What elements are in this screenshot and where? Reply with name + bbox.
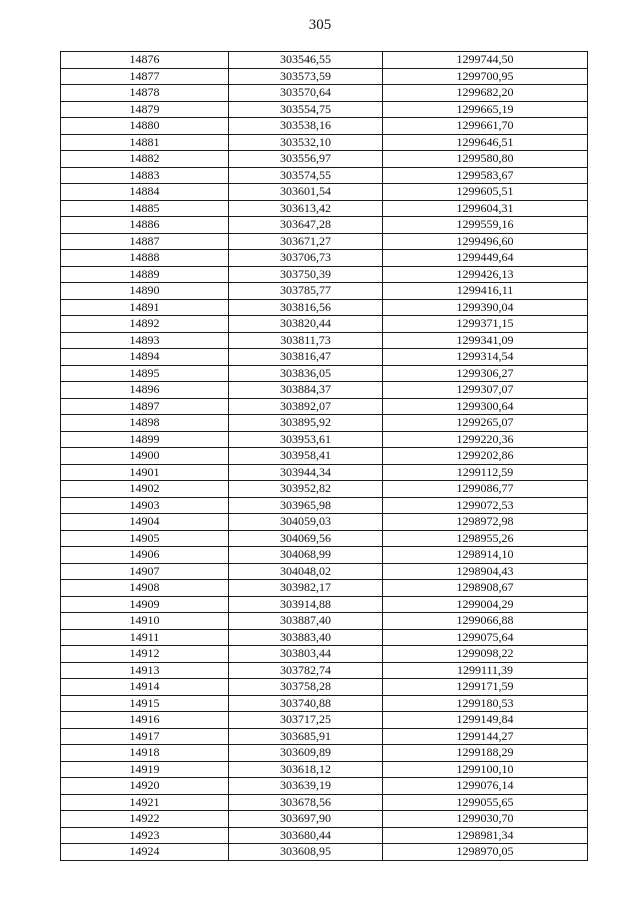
table-row bbox=[61, 398, 588, 415]
table-row bbox=[61, 464, 588, 481]
x-coordinate-cell: 303706,73 bbox=[229, 250, 383, 267]
y-coordinate-cell: 1299449,64 bbox=[383, 250, 588, 267]
point-number-cell: 14911 bbox=[61, 629, 229, 646]
y-coordinate-cell: 1298970,05 bbox=[383, 844, 588, 861]
x-coordinate-cell: 303608,95 bbox=[229, 844, 383, 861]
x-coordinate-cell: 303836,05 bbox=[229, 365, 383, 382]
x-coordinate-cell: 303532,10 bbox=[229, 134, 383, 151]
y-coordinate-cell: 1299076,14 bbox=[383, 778, 588, 795]
y-coordinate-cell: 1299314,54 bbox=[383, 349, 588, 366]
table-row bbox=[61, 646, 588, 663]
point-number-cell: 14897 bbox=[61, 398, 229, 415]
x-coordinate-cell: 303965,98 bbox=[229, 497, 383, 514]
x-coordinate-cell: 303782,74 bbox=[229, 662, 383, 679]
table-row bbox=[61, 563, 588, 580]
y-coordinate-cell: 1299086,77 bbox=[383, 481, 588, 498]
x-coordinate-cell: 303952,82 bbox=[229, 481, 383, 498]
table-row bbox=[61, 547, 588, 564]
table-row bbox=[61, 85, 588, 102]
x-coordinate-cell: 303785,77 bbox=[229, 283, 383, 300]
table-row bbox=[61, 761, 588, 778]
point-number-cell: 14888 bbox=[61, 250, 229, 267]
y-coordinate-cell: 1299371,15 bbox=[383, 316, 588, 333]
x-coordinate-cell: 303601,54 bbox=[229, 184, 383, 201]
point-number-cell: 14908 bbox=[61, 580, 229, 597]
x-coordinate-cell: 303811,73 bbox=[229, 332, 383, 349]
point-number-cell: 14918 bbox=[61, 745, 229, 762]
x-coordinate-cell: 303883,40 bbox=[229, 629, 383, 646]
y-coordinate-cell: 1299559,16 bbox=[383, 217, 588, 234]
x-coordinate-cell: 303613,42 bbox=[229, 200, 383, 217]
point-number-cell: 14906 bbox=[61, 547, 229, 564]
table-row bbox=[61, 134, 588, 151]
y-coordinate-cell: 1299583,67 bbox=[383, 167, 588, 184]
x-coordinate-cell: 303895,92 bbox=[229, 415, 383, 432]
point-number-cell: 14896 bbox=[61, 382, 229, 399]
point-number-cell: 14879 bbox=[61, 101, 229, 118]
table-row bbox=[61, 679, 588, 696]
coordinates-table-body bbox=[61, 52, 588, 861]
y-coordinate-cell: 1299306,27 bbox=[383, 365, 588, 382]
point-number-cell: 14904 bbox=[61, 514, 229, 531]
table-row bbox=[61, 794, 588, 811]
x-coordinate-cell: 303573,59 bbox=[229, 68, 383, 85]
point-number-cell: 14891 bbox=[61, 299, 229, 316]
table-row bbox=[61, 497, 588, 514]
y-coordinate-cell: 1298904,43 bbox=[383, 563, 588, 580]
y-coordinate-cell: 1299004,29 bbox=[383, 596, 588, 613]
y-coordinate-cell: 1298972,98 bbox=[383, 514, 588, 531]
table-row bbox=[61, 101, 588, 118]
y-coordinate-cell: 1299112,59 bbox=[383, 464, 588, 481]
table-row bbox=[61, 778, 588, 795]
table-row bbox=[61, 52, 588, 69]
table-row bbox=[61, 530, 588, 547]
x-coordinate-cell: 303816,47 bbox=[229, 349, 383, 366]
y-coordinate-cell: 1299390,04 bbox=[383, 299, 588, 316]
x-coordinate-cell: 303758,28 bbox=[229, 679, 383, 696]
table-row bbox=[61, 811, 588, 828]
y-coordinate-cell: 1299744,50 bbox=[383, 52, 588, 69]
point-number-cell: 14923 bbox=[61, 827, 229, 844]
x-coordinate-cell: 304048,02 bbox=[229, 563, 383, 580]
y-coordinate-cell: 1299030,70 bbox=[383, 811, 588, 828]
point-number-cell: 14912 bbox=[61, 646, 229, 663]
y-coordinate-cell: 1299426,13 bbox=[383, 266, 588, 283]
table-row bbox=[61, 365, 588, 382]
y-coordinate-cell: 1298955,26 bbox=[383, 530, 588, 547]
y-coordinate-cell: 1299100,10 bbox=[383, 761, 588, 778]
y-coordinate-cell: 1299646,51 bbox=[383, 134, 588, 151]
table-row bbox=[61, 266, 588, 283]
table-row bbox=[61, 431, 588, 448]
y-coordinate-cell: 1299055,65 bbox=[383, 794, 588, 811]
point-number-cell: 14899 bbox=[61, 431, 229, 448]
table-row bbox=[61, 349, 588, 366]
x-coordinate-cell: 303892,07 bbox=[229, 398, 383, 415]
y-coordinate-cell: 1299416,11 bbox=[383, 283, 588, 300]
point-number-cell: 14910 bbox=[61, 613, 229, 630]
x-coordinate-cell: 303685,91 bbox=[229, 728, 383, 745]
point-number-cell: 14883 bbox=[61, 167, 229, 184]
point-number-cell: 14919 bbox=[61, 761, 229, 778]
table-row bbox=[61, 596, 588, 613]
y-coordinate-cell: 1299075,64 bbox=[383, 629, 588, 646]
y-coordinate-cell: 1299202,86 bbox=[383, 448, 588, 465]
table-row bbox=[61, 200, 588, 217]
y-coordinate-cell: 1299171,59 bbox=[383, 679, 588, 696]
x-coordinate-cell: 303538,16 bbox=[229, 118, 383, 135]
x-coordinate-cell: 303914,88 bbox=[229, 596, 383, 613]
x-coordinate-cell: 303546,55 bbox=[229, 52, 383, 69]
point-number-cell: 14882 bbox=[61, 151, 229, 168]
y-coordinate-cell: 1299341,09 bbox=[383, 332, 588, 349]
point-number-cell: 14877 bbox=[61, 68, 229, 85]
point-number-cell: 14921 bbox=[61, 794, 229, 811]
y-coordinate-cell: 1299111,39 bbox=[383, 662, 588, 679]
y-coordinate-cell: 1299072,53 bbox=[383, 497, 588, 514]
point-number-cell: 14898 bbox=[61, 415, 229, 432]
y-coordinate-cell: 1299665,19 bbox=[383, 101, 588, 118]
table-row bbox=[61, 382, 588, 399]
y-coordinate-cell: 1298908,67 bbox=[383, 580, 588, 597]
y-coordinate-cell: 1299300,64 bbox=[383, 398, 588, 415]
y-coordinate-cell: 1299661,70 bbox=[383, 118, 588, 135]
x-coordinate-cell: 304069,56 bbox=[229, 530, 383, 547]
x-coordinate-cell: 303750,39 bbox=[229, 266, 383, 283]
x-coordinate-cell: 303639,19 bbox=[229, 778, 383, 795]
y-coordinate-cell: 1299149,84 bbox=[383, 712, 588, 729]
point-number-cell: 14876 bbox=[61, 52, 229, 69]
point-number-cell: 14889 bbox=[61, 266, 229, 283]
x-coordinate-cell: 303803,44 bbox=[229, 646, 383, 663]
table-row bbox=[61, 448, 588, 465]
table-row bbox=[61, 629, 588, 646]
table-row bbox=[61, 233, 588, 250]
point-number-cell: 14916 bbox=[61, 712, 229, 729]
point-number-cell: 14893 bbox=[61, 332, 229, 349]
y-coordinate-cell: 1299265,07 bbox=[383, 415, 588, 432]
x-coordinate-cell: 303953,61 bbox=[229, 431, 383, 448]
table-row bbox=[61, 844, 588, 861]
table-row bbox=[61, 613, 588, 630]
point-number-cell: 14880 bbox=[61, 118, 229, 135]
point-number-cell: 14884 bbox=[61, 184, 229, 201]
x-coordinate-cell: 303554,75 bbox=[229, 101, 383, 118]
x-coordinate-cell: 303618,12 bbox=[229, 761, 383, 778]
y-coordinate-cell: 1299066,88 bbox=[383, 613, 588, 630]
point-number-cell: 14907 bbox=[61, 563, 229, 580]
x-coordinate-cell: 303570,64 bbox=[229, 85, 383, 102]
point-number-cell: 14885 bbox=[61, 200, 229, 217]
x-coordinate-cell: 303982,17 bbox=[229, 580, 383, 597]
x-coordinate-cell: 303671,27 bbox=[229, 233, 383, 250]
y-coordinate-cell: 1298981,34 bbox=[383, 827, 588, 844]
point-number-cell: 14914 bbox=[61, 679, 229, 696]
table-row bbox=[61, 728, 588, 745]
y-coordinate-cell: 1299580,80 bbox=[383, 151, 588, 168]
y-coordinate-cell: 1299605,51 bbox=[383, 184, 588, 201]
x-coordinate-cell: 304059,03 bbox=[229, 514, 383, 531]
point-number-cell: 14900 bbox=[61, 448, 229, 465]
table-row bbox=[61, 217, 588, 234]
coordinates-table bbox=[60, 51, 588, 861]
point-number-cell: 14915 bbox=[61, 695, 229, 712]
point-number-cell: 14903 bbox=[61, 497, 229, 514]
x-coordinate-cell: 303680,44 bbox=[229, 827, 383, 844]
x-coordinate-cell: 303884,37 bbox=[229, 382, 383, 399]
point-number-cell: 14902 bbox=[61, 481, 229, 498]
point-number-cell: 14887 bbox=[61, 233, 229, 250]
table-row bbox=[61, 514, 588, 531]
x-coordinate-cell: 303647,28 bbox=[229, 217, 383, 234]
y-coordinate-cell: 1299188,29 bbox=[383, 745, 588, 762]
point-number-cell: 14922 bbox=[61, 811, 229, 828]
table-row bbox=[61, 745, 588, 762]
x-coordinate-cell: 303556,97 bbox=[229, 151, 383, 168]
y-coordinate-cell: 1299682,20 bbox=[383, 85, 588, 102]
y-coordinate-cell: 1299220,36 bbox=[383, 431, 588, 448]
y-coordinate-cell: 1299604,31 bbox=[383, 200, 588, 217]
x-coordinate-cell: 303697,90 bbox=[229, 811, 383, 828]
y-coordinate-cell: 1299180,53 bbox=[383, 695, 588, 712]
table-row bbox=[61, 316, 588, 333]
x-coordinate-cell: 303820,44 bbox=[229, 316, 383, 333]
point-number-cell: 14917 bbox=[61, 728, 229, 745]
x-coordinate-cell: 303678,56 bbox=[229, 794, 383, 811]
point-number-cell: 14920 bbox=[61, 778, 229, 795]
table-row bbox=[61, 68, 588, 85]
table-row bbox=[61, 415, 588, 432]
table-row bbox=[61, 184, 588, 201]
y-coordinate-cell: 1299144,27 bbox=[383, 728, 588, 745]
x-coordinate-cell: 303944,34 bbox=[229, 464, 383, 481]
table-row bbox=[61, 695, 588, 712]
page-number: 305 bbox=[308, 17, 332, 33]
table-row bbox=[61, 118, 588, 135]
point-number-cell: 14913 bbox=[61, 662, 229, 679]
table-row bbox=[61, 299, 588, 316]
x-coordinate-cell: 303717,25 bbox=[229, 712, 383, 729]
x-coordinate-cell: 304068,99 bbox=[229, 547, 383, 564]
table-row bbox=[61, 580, 588, 597]
x-coordinate-cell: 303958,41 bbox=[229, 448, 383, 465]
point-number-cell: 14886 bbox=[61, 217, 229, 234]
x-coordinate-cell: 303816,56 bbox=[229, 299, 383, 316]
point-number-cell: 14894 bbox=[61, 349, 229, 366]
table-row bbox=[61, 250, 588, 267]
y-coordinate-cell: 1299496,60 bbox=[383, 233, 588, 250]
point-number-cell: 14881 bbox=[61, 134, 229, 151]
y-coordinate-cell: 1299700,95 bbox=[383, 68, 588, 85]
point-number-cell: 14892 bbox=[61, 316, 229, 333]
x-coordinate-cell: 303609,89 bbox=[229, 745, 383, 762]
point-number-cell: 14901 bbox=[61, 464, 229, 481]
point-number-cell: 14895 bbox=[61, 365, 229, 382]
x-coordinate-cell: 303574,55 bbox=[229, 167, 383, 184]
point-number-cell: 14890 bbox=[61, 283, 229, 300]
table-row bbox=[61, 827, 588, 844]
table-row bbox=[61, 167, 588, 184]
table-row bbox=[61, 332, 588, 349]
point-number-cell: 14878 bbox=[61, 85, 229, 102]
point-number-cell: 14905 bbox=[61, 530, 229, 547]
table-row bbox=[61, 151, 588, 168]
point-number-cell: 14924 bbox=[61, 844, 229, 861]
x-coordinate-cell: 303740,88 bbox=[229, 695, 383, 712]
table-row bbox=[61, 712, 588, 729]
table-row bbox=[61, 662, 588, 679]
table-row bbox=[61, 283, 588, 300]
y-coordinate-cell: 1299098,22 bbox=[383, 646, 588, 663]
y-coordinate-cell: 1299307,07 bbox=[383, 382, 588, 399]
y-coordinate-cell: 1298914,10 bbox=[383, 547, 588, 564]
table-row bbox=[61, 481, 588, 498]
point-number-cell: 14909 bbox=[61, 596, 229, 613]
x-coordinate-cell: 303887,40 bbox=[229, 613, 383, 630]
